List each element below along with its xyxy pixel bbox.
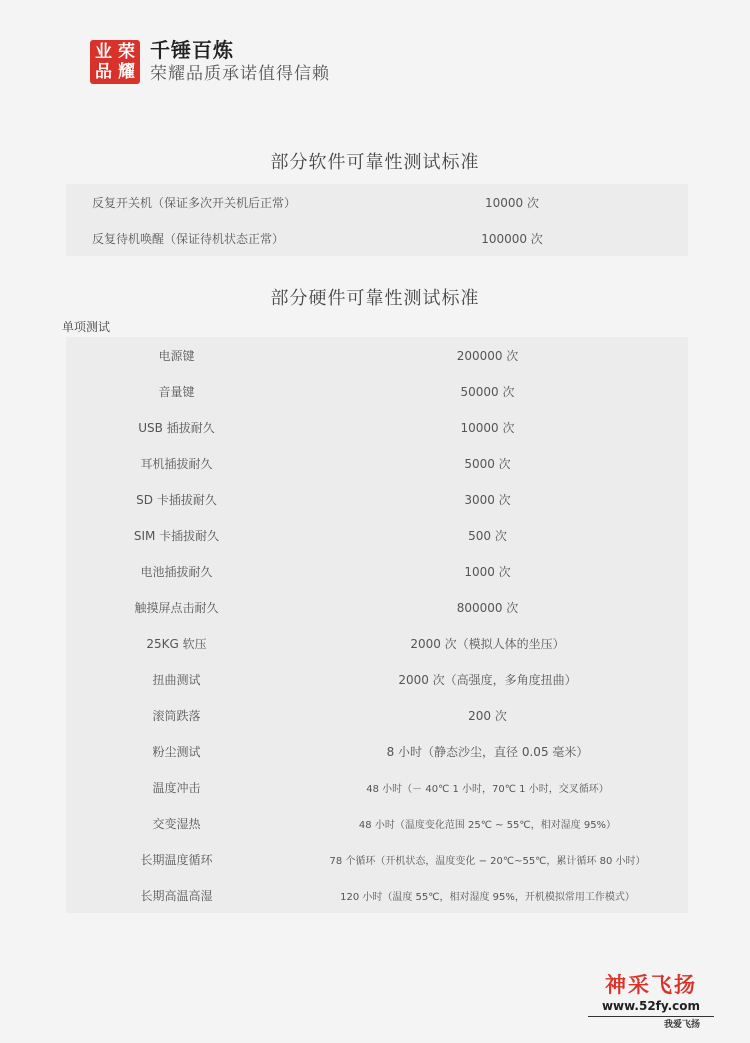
- software-test-table: [66, 184, 688, 256]
- test-item: 音量键: [158, 384, 195, 399]
- table-row: [66, 517, 688, 553]
- test-value: 200000 次: [456, 348, 519, 363]
- brand-seal-logo: [90, 40, 140, 84]
- test-value: 8 小时（静态沙尘，直径 0.05 毫米）: [386, 744, 589, 759]
- header: [90, 38, 330, 86]
- test-item: 25KG 软压: [146, 636, 207, 651]
- test-item: 触摸屏点击耐久: [134, 600, 219, 615]
- table-row: [66, 220, 688, 256]
- table-row: [66, 733, 688, 769]
- test-item: 反复开关机（保证多次开关机后正常）: [92, 195, 297, 210]
- watermark-url: www.52fy.com: [588, 998, 714, 1017]
- watermark-title: 神采飞扬: [605, 973, 697, 997]
- test-value: 800000 次: [456, 600, 519, 615]
- hardware-section-title: 部分硬件可靠性测试标准: [270, 288, 480, 309]
- test-item: 扭曲测试: [152, 672, 201, 687]
- table-row: [66, 337, 688, 373]
- test-value: 10000 次: [460, 420, 515, 435]
- test-value: 1000 次: [464, 564, 511, 579]
- test-value: 78 个循环（开机状态，温度变化 − 20℃~55℃，累计循环 80 小时）: [329, 855, 646, 867]
- test-value: 10000 次: [485, 195, 539, 210]
- table-row: [66, 481, 688, 517]
- test-item: 长期温度循环: [140, 852, 213, 867]
- software-section-title: 部分软件可靠性测试标准: [270, 152, 480, 173]
- test-item: 粉尘测试: [152, 744, 201, 759]
- watermark-logo: [588, 972, 714, 1033]
- brand-text: [150, 38, 330, 86]
- test-value: 3000 次: [464, 492, 511, 507]
- seal-char: 业: [95, 41, 112, 62]
- page-title: 千锤百炼: [150, 38, 234, 62]
- test-item: 电池插拔耐久: [140, 564, 213, 579]
- hardware-test-table: [66, 337, 688, 913]
- table-row: [66, 625, 688, 661]
- test-value: 200 次: [468, 708, 507, 723]
- test-item: 反复待机唤醒（保证待机状态正常）: [92, 231, 285, 246]
- test-item: 电源键: [158, 348, 195, 363]
- table-row: [66, 409, 688, 445]
- test-value: 50000 次: [460, 384, 515, 399]
- page-subtitle: 荣耀品质承诺值得信赖: [150, 64, 330, 84]
- table-row: [66, 589, 688, 625]
- test-value: 48 小时（－ 40℃ 1 小时，70℃ 1 小时，交叉循环）: [366, 783, 609, 795]
- table-row: [66, 697, 688, 733]
- test-value: 100000 次: [481, 231, 543, 246]
- table-row: [66, 769, 688, 805]
- seal-char: 荣: [118, 41, 135, 62]
- table-row: [66, 445, 688, 481]
- table-row: [66, 841, 688, 877]
- test-item: 交变湿热: [152, 816, 201, 831]
- test-item: USB 插拔耐久: [138, 420, 215, 435]
- table-row: [66, 553, 688, 589]
- table-row: [66, 661, 688, 697]
- test-value: 500 次: [468, 528, 507, 543]
- seal-char: 耀: [118, 61, 135, 82]
- test-value: 5000 次: [464, 456, 511, 471]
- watermark-subtitle: 我爱飞扬: [663, 1020, 700, 1030]
- test-item: 长期高温高湿: [140, 888, 213, 903]
- table-row: [66, 877, 688, 913]
- test-item: 温度冲击: [152, 780, 201, 795]
- test-item: 滚筒跌落: [152, 708, 201, 723]
- test-value: 2000 次（模拟人体的坐压）: [410, 636, 565, 651]
- test-value: 2000 次（高强度，多角度扭曲）: [398, 672, 577, 687]
- table-row: [66, 805, 688, 841]
- table-row: [66, 373, 688, 409]
- table-row: [66, 184, 688, 220]
- test-value: 120 小时（温度 55℃，相对湿度 95%，开机模拟常用工作模式）: [340, 891, 635, 903]
- test-item: SD 卡插拔耐久: [136, 492, 217, 507]
- test-value: 48 小时（温度变化范围 25℃ ~ 55℃，相对湿度 95%）: [358, 819, 617, 831]
- single-test-label: 单项测试: [62, 320, 111, 334]
- test-item: SIM 卡插拔耐久: [133, 528, 220, 543]
- seal-char: 品: [95, 61, 112, 82]
- test-item: 耳机插拔耐久: [140, 456, 213, 471]
